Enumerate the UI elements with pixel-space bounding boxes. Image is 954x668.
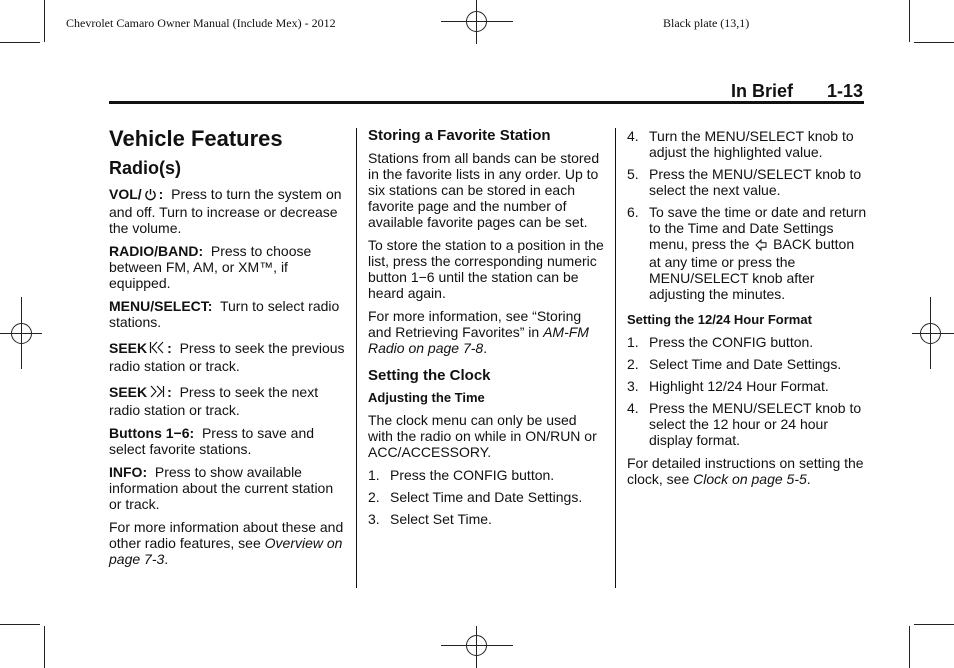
favorite-paragraph-3: For more information, see “Storing and Retrieving Favorites” in AM-FM Radio on page 7-8. [368, 308, 589, 356]
clock-heading: Setting the Clock [368, 367, 491, 384]
radio-heading: Radio(s) [109, 158, 181, 178]
crop-mark-top-left-h [0, 42, 40, 43]
favorite-heading: Storing a Favorite Station [368, 127, 551, 144]
list-item: 2. Select Time and Date Settings. [627, 356, 842, 372]
list-item: 3. Select Set Time. [368, 511, 492, 527]
info-paragraph [109, 464, 345, 512]
crop-mark-top-right-h [914, 42, 954, 43]
clock-link[interactable]: Clock on page 5-5 [693, 471, 807, 487]
hour-format-heading: Setting the 12/24 Hour Format [627, 312, 812, 327]
more-info-text: For more information about these and other radio features, see [109, 519, 344, 551]
menuselect-paragraph [109, 298, 345, 330]
more-info-paragraph: For more information about these and other radio features, see Overview on page 7-3. [109, 519, 344, 567]
hour-format-steps-list [627, 334, 867, 448]
list-item: 1. Press the CONFIG button. [627, 334, 814, 350]
seek-next-icon [149, 385, 165, 402]
list-item: 3. Highlight 12/24 Hour Format. [627, 378, 829, 394]
crop-mark-top-left-v [44, 0, 45, 42]
buttons-text: Press to save and select favorite stations. [109, 425, 315, 457]
favorite-paragraph-1: Stations from all bands can be stored in the favorite lists in any order. Up to six stations can be stored in each favorite page and the number of available favorite pages can be set. [368, 150, 600, 230]
buttons-label: Buttons 1−6: [109, 425, 195, 441]
list-item: 1. Press the CONFIG button. [368, 467, 555, 483]
column-divider-1 [356, 128, 357, 588]
column-3 [627, 128, 867, 494]
am-fm-radio-link[interactable]: AM-FM Radio on page 7-8 [368, 324, 589, 356]
plate-title: Chevrolet Camaro Owner Manual (Include Mex) - 2012 [66, 16, 336, 30]
radioband-paragraph [109, 243, 345, 291]
menuselect-text: Turn to select radio stations. [109, 298, 340, 330]
list-item: 4. Turn the MENU/SELECT knob to adjust the highlighted value. [627, 128, 854, 160]
vol-text: Press to turn the system on and off. Turn to increase or decrease the volume. [109, 186, 342, 236]
header-rule [109, 101, 864, 104]
power-icon [144, 188, 157, 204]
section-title: In Brief [731, 81, 794, 101]
adjusting-time-heading: Adjusting the Time [368, 390, 485, 405]
seek-next-paragraph: SEEK : Press to seek the next radio station or track. [109, 384, 319, 418]
menuselect-label: MENU/SELECT: [109, 298, 213, 314]
crop-mark-bottom-right-h [914, 624, 954, 625]
clock-paragraph-1: The clock menu can only be used with the radio on while in ON/RUN or ACC/ACCESSORY. [368, 412, 597, 460]
seek-prev-label: SEEK [109, 340, 148, 356]
back-arrow-icon [755, 238, 767, 254]
favorite-paragraph-2: To store the station to a position in the list, press the corresponding numeric button 1−6 until the station can be heard again. [368, 237, 604, 301]
column-1 [109, 128, 345, 574]
list-item: 6. To save the time or date and return to the Time and Date Settings menu, press the BACK button at any time or press the MENU/SELECT knob after adjusting the minutes. [627, 204, 867, 302]
crop-mark-bottom-right-v [909, 626, 910, 668]
seek-prev-text: Press to seek the previous radio station or track. [109, 340, 345, 374]
overview-link[interactable]: Overview on page 7-3 [109, 535, 343, 567]
plate-number: Black plate (13,1) [663, 16, 750, 30]
info-label: INFO: [109, 464, 148, 480]
crop-mark-bottom-left-h [0, 624, 40, 625]
radioband-text: Press to choose between FM, AM, or XM™, if equipped. [109, 243, 312, 291]
crop-mark-top-right-v [909, 0, 910, 42]
detail-paragraph: For detailed instructions on setting the clock, see Clock on page 5-5. [627, 455, 864, 487]
seek-previous-icon [149, 341, 165, 358]
clock-steps-list [368, 467, 604, 527]
seek-next-label: SEEK [109, 384, 148, 400]
clock-steps-list-continued [627, 128, 867, 302]
page-number: 1-13 [827, 81, 864, 101]
vol-paragraph: VOL/ : Press to turn the system on and off. Turn to increase or decrease the volume. [109, 186, 342, 236]
page-title: Vehicle Features [109, 126, 283, 151]
crop-mark-bottom-left-v [44, 626, 45, 668]
list-item: 4. Press the MENU/SELECT knob to select the 12 hour or 24 hour display format. [627, 400, 862, 448]
list-item: 2. Select Time and Date Settings. [368, 489, 583, 505]
seek-next-text: Press to seek the next radio station or track. [109, 384, 319, 418]
list-item: 5. Press the MENU/SELECT knob to select the next value. [627, 166, 862, 198]
buttons-paragraph [109, 425, 345, 457]
column-divider-2 [615, 128, 616, 588]
vol-label: VOL/ [109, 186, 142, 202]
info-text: Press to show available information about the current station or track. [109, 464, 334, 512]
seek-prev-paragraph: SEEK : Press to seek the previous radio station or track. [109, 340, 345, 374]
radioband-label: RADIO/BAND: [109, 243, 204, 259]
column-2 [368, 128, 604, 534]
